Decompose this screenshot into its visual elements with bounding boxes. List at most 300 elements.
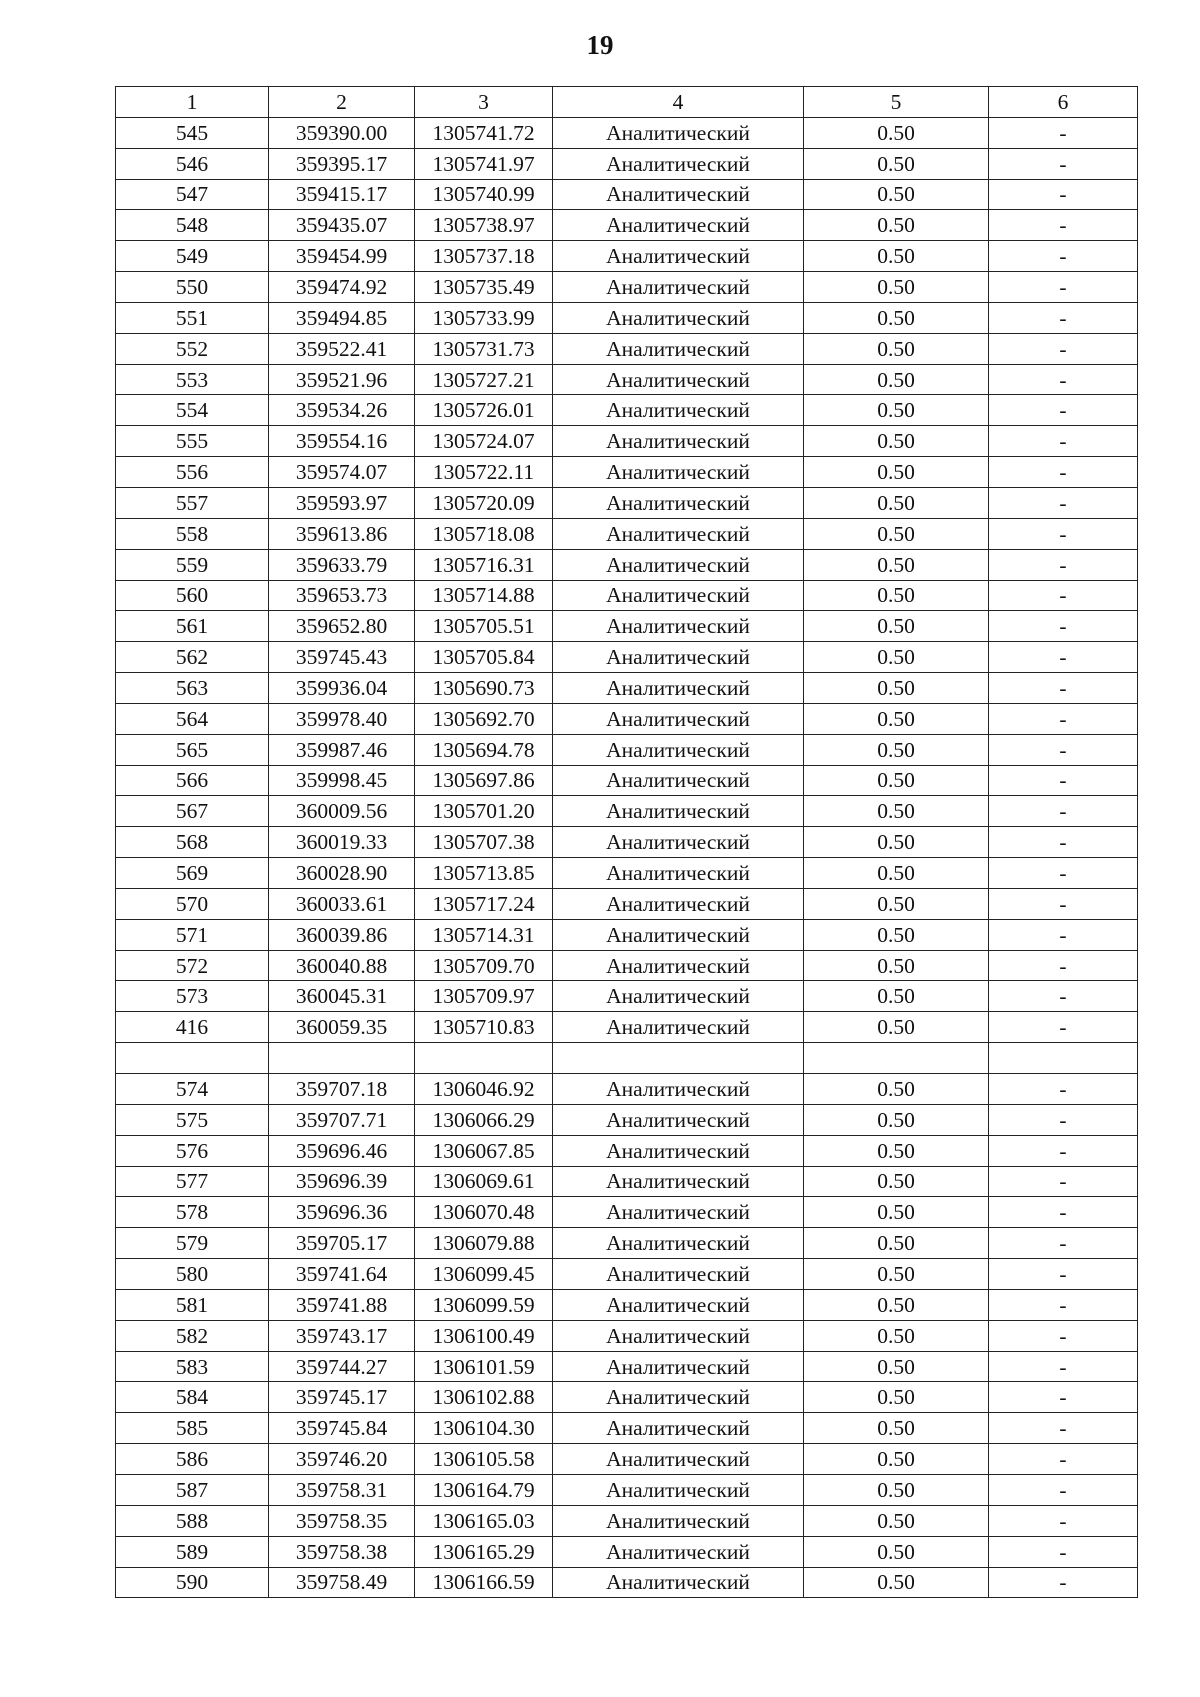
point-number-cell: 566 (116, 765, 269, 796)
method-cell: Аналитический (553, 703, 804, 734)
x-coordinate-cell: 359707.18 (269, 1074, 415, 1105)
accuracy-cell: 0.50 (804, 1228, 989, 1259)
point-number-cell: 560 (116, 580, 269, 611)
table-row (116, 1474, 1138, 1505)
accuracy-cell: 0.50 (804, 1351, 989, 1382)
table-header-row (116, 87, 1138, 118)
x-coordinate-cell: 359653.73 (269, 580, 415, 611)
table-row (116, 1505, 1138, 1536)
y-coordinate-cell: 1305733.99 (415, 302, 553, 333)
note-cell: - (989, 272, 1138, 303)
table-row (116, 703, 1138, 734)
point-number-cell: 554 (116, 395, 269, 426)
y-coordinate-cell: 1305710.83 (415, 1012, 553, 1043)
method-cell: Аналитический (553, 302, 804, 333)
note-cell: - (989, 981, 1138, 1012)
table-row (116, 457, 1138, 488)
table-row (116, 241, 1138, 272)
y-coordinate-cell: 1306102.88 (415, 1382, 553, 1413)
method-cell: Аналитический (553, 487, 804, 518)
note-cell: - (989, 858, 1138, 889)
note-cell: - (989, 1012, 1138, 1043)
point-number-cell: 555 (116, 426, 269, 457)
note-cell: - (989, 333, 1138, 364)
y-coordinate-cell: 1306164.79 (415, 1474, 553, 1505)
header-cell: 2 (269, 87, 415, 118)
table-row (116, 1351, 1138, 1382)
note-cell: - (989, 1444, 1138, 1475)
note-cell: - (989, 364, 1138, 395)
x-coordinate-cell: 359390.00 (269, 117, 415, 148)
accuracy-cell: 0.50 (804, 364, 989, 395)
note-cell: - (989, 487, 1138, 518)
accuracy-cell: 0.50 (804, 148, 989, 179)
accuracy-cell: 0.50 (804, 179, 989, 210)
note-cell: - (989, 827, 1138, 858)
table-row (116, 888, 1138, 919)
point-number-cell: 568 (116, 827, 269, 858)
note-cell: - (989, 888, 1138, 919)
method-cell: Аналитический (553, 179, 804, 210)
point-number-cell: 557 (116, 487, 269, 518)
note-cell: - (989, 518, 1138, 549)
note-cell: - (989, 919, 1138, 950)
x-coordinate-cell: 360040.88 (269, 950, 415, 981)
note-cell: - (989, 1351, 1138, 1382)
method-cell: Аналитический (553, 1012, 804, 1043)
note-cell: - (989, 1166, 1138, 1197)
accuracy-cell: 0.50 (804, 1567, 989, 1598)
header-cell: 5 (804, 87, 989, 118)
method-cell: Аналитический (553, 580, 804, 611)
method-cell: Аналитический (553, 1289, 804, 1320)
note-cell: - (989, 642, 1138, 673)
note-cell: - (989, 1505, 1138, 1536)
method-cell: Аналитический (553, 272, 804, 303)
accuracy-cell: 0.50 (804, 796, 989, 827)
table-row (116, 117, 1138, 148)
y-coordinate-cell: 1305707.38 (415, 827, 553, 858)
method-cell: Аналитический (553, 1197, 804, 1228)
point-number-cell: 550 (116, 272, 269, 303)
x-coordinate-cell: 359744.27 (269, 1351, 415, 1382)
table-row (116, 333, 1138, 364)
note-cell: - (989, 734, 1138, 765)
x-coordinate-cell: 359758.31 (269, 1474, 415, 1505)
x-coordinate-cell: 359633.79 (269, 549, 415, 580)
point-number-cell: 558 (116, 518, 269, 549)
x-coordinate-cell: 359435.07 (269, 210, 415, 241)
table-row (116, 642, 1138, 673)
method-cell: Аналитический (553, 1104, 804, 1135)
accuracy-cell: 0.50 (804, 395, 989, 426)
accuracy-cell: 0.50 (804, 1382, 989, 1413)
method-cell: Аналитический (553, 858, 804, 889)
y-coordinate-cell: 1306101.59 (415, 1351, 553, 1382)
point-number-cell: 578 (116, 1197, 269, 1228)
x-coordinate-cell: 359696.36 (269, 1197, 415, 1228)
y-coordinate-cell: 1305727.21 (415, 364, 553, 395)
x-coordinate-cell: 359998.45 (269, 765, 415, 796)
point-number-cell: 546 (116, 148, 269, 179)
accuracy-cell: 0.50 (804, 611, 989, 642)
coordinates-table (115, 86, 1138, 1598)
table-row (116, 487, 1138, 518)
table-row (116, 919, 1138, 950)
y-coordinate-cell: 1305709.70 (415, 950, 553, 981)
accuracy-cell: 0.50 (804, 1135, 989, 1166)
y-coordinate-cell: 1305697.86 (415, 765, 553, 796)
header-cell: 1 (116, 87, 269, 118)
y-coordinate-cell: 1305713.85 (415, 858, 553, 889)
x-coordinate-cell: 360059.35 (269, 1012, 415, 1043)
table-row (116, 1166, 1138, 1197)
y-coordinate-cell: 1305738.97 (415, 210, 553, 241)
point-number-cell: 416 (116, 1012, 269, 1043)
point-number-cell: 587 (116, 1474, 269, 1505)
point-number-cell: 569 (116, 858, 269, 889)
method-cell: Аналитический (553, 642, 804, 673)
table-row (116, 1567, 1138, 1598)
table-row (116, 1444, 1138, 1475)
accuracy-cell: 0.50 (804, 1166, 989, 1197)
note-cell: - (989, 703, 1138, 734)
x-coordinate-cell: 359593.97 (269, 487, 415, 518)
note-cell: - (989, 302, 1138, 333)
note-cell (989, 1043, 1138, 1074)
note-cell: - (989, 1074, 1138, 1105)
note-cell: - (989, 117, 1138, 148)
method-cell: Аналитический (553, 518, 804, 549)
note-cell: - (989, 148, 1138, 179)
point-number-cell: 576 (116, 1135, 269, 1166)
point-number-cell: 581 (116, 1289, 269, 1320)
table-row (116, 950, 1138, 981)
accuracy-cell: 0.50 (804, 765, 989, 796)
note-cell: - (989, 549, 1138, 580)
table-row (116, 1536, 1138, 1567)
table-row (116, 1320, 1138, 1351)
x-coordinate-cell (269, 1043, 415, 1074)
point-number-cell: 584 (116, 1382, 269, 1413)
y-coordinate-cell: 1305718.08 (415, 518, 553, 549)
table-row (116, 1135, 1138, 1166)
point-number-cell: 559 (116, 549, 269, 580)
x-coordinate-cell: 360045.31 (269, 981, 415, 1012)
method-cell: Аналитический (553, 1444, 804, 1475)
method-cell: Аналитический (553, 1536, 804, 1567)
y-coordinate-cell: 1305705.84 (415, 642, 553, 673)
table-row (116, 1197, 1138, 1228)
note-cell: - (989, 1289, 1138, 1320)
point-number-cell (116, 1043, 269, 1074)
y-coordinate-cell: 1305690.73 (415, 673, 553, 704)
method-cell: Аналитический (553, 1074, 804, 1105)
point-number-cell: 580 (116, 1259, 269, 1290)
y-coordinate-cell: 1306067.85 (415, 1135, 553, 1166)
point-number-cell: 589 (116, 1536, 269, 1567)
table-row (116, 549, 1138, 580)
y-coordinate-cell: 1305714.88 (415, 580, 553, 611)
table-body (116, 117, 1138, 1598)
x-coordinate-cell: 359741.88 (269, 1289, 415, 1320)
method-cell: Аналитический (553, 241, 804, 272)
x-coordinate-cell: 359745.17 (269, 1382, 415, 1413)
note-cell: - (989, 580, 1138, 611)
x-coordinate-cell: 359554.16 (269, 426, 415, 457)
table-row (116, 179, 1138, 210)
y-coordinate-cell: 1306099.59 (415, 1289, 553, 1320)
point-number-cell: 556 (116, 457, 269, 488)
accuracy-cell: 0.50 (804, 1413, 989, 1444)
header-cell: 4 (553, 87, 804, 118)
accuracy-cell: 0.50 (804, 210, 989, 241)
y-coordinate-cell: 1305724.07 (415, 426, 553, 457)
y-coordinate-cell: 1306079.88 (415, 1228, 553, 1259)
x-coordinate-cell: 359705.17 (269, 1228, 415, 1259)
x-coordinate-cell: 359741.64 (269, 1259, 415, 1290)
x-coordinate-cell: 359395.17 (269, 148, 415, 179)
accuracy-cell: 0.50 (804, 1505, 989, 1536)
method-cell: Аналитический (553, 827, 804, 858)
point-number-cell: 583 (116, 1351, 269, 1382)
y-coordinate-cell: 1306066.29 (415, 1104, 553, 1135)
x-coordinate-cell: 359696.46 (269, 1135, 415, 1166)
note-cell: - (989, 210, 1138, 241)
accuracy-cell: 0.50 (804, 241, 989, 272)
note-cell: - (989, 1104, 1138, 1135)
method-cell: Аналитический (553, 148, 804, 179)
y-coordinate-cell: 1305740.99 (415, 179, 553, 210)
y-coordinate-cell: 1306165.29 (415, 1536, 553, 1567)
header-cell: 3 (415, 87, 553, 118)
point-number-cell: 565 (116, 734, 269, 765)
note-cell: - (989, 1382, 1138, 1413)
y-coordinate-cell: 1305741.97 (415, 148, 553, 179)
x-coordinate-cell: 359534.26 (269, 395, 415, 426)
table-row (116, 673, 1138, 704)
accuracy-cell: 0.50 (804, 919, 989, 950)
note-cell: - (989, 1567, 1138, 1598)
point-number-cell: 590 (116, 1567, 269, 1598)
method-cell: Аналитический (553, 765, 804, 796)
accuracy-cell: 0.50 (804, 888, 989, 919)
accuracy-cell: 0.50 (804, 858, 989, 889)
note-cell: - (989, 765, 1138, 796)
y-coordinate-cell: 1305735.49 (415, 272, 553, 303)
note-cell: - (989, 241, 1138, 272)
y-coordinate-cell: 1305717.24 (415, 888, 553, 919)
y-coordinate-cell: 1305722.11 (415, 457, 553, 488)
x-coordinate-cell: 359474.92 (269, 272, 415, 303)
accuracy-cell: 0.50 (804, 117, 989, 148)
note-cell: - (989, 1135, 1138, 1166)
method-cell: Аналитический (553, 1228, 804, 1259)
x-coordinate-cell: 360019.33 (269, 827, 415, 858)
accuracy-cell: 0.50 (804, 827, 989, 858)
method-cell: Аналитический (553, 1259, 804, 1290)
y-coordinate-cell: 1305701.20 (415, 796, 553, 827)
accuracy-cell: 0.50 (804, 426, 989, 457)
method-cell: Аналитический (553, 796, 804, 827)
y-coordinate-cell: 1305716.31 (415, 549, 553, 580)
method-cell: Аналитический (553, 117, 804, 148)
x-coordinate-cell: 359745.84 (269, 1413, 415, 1444)
table-row (116, 518, 1138, 549)
x-coordinate-cell: 359522.41 (269, 333, 415, 364)
x-coordinate-cell: 359743.17 (269, 1320, 415, 1351)
accuracy-cell: 0.50 (804, 1289, 989, 1320)
table-row (116, 827, 1138, 858)
accuracy-cell: 0.50 (804, 1320, 989, 1351)
accuracy-cell: 0.50 (804, 549, 989, 580)
x-coordinate-cell: 359746.20 (269, 1444, 415, 1475)
page-number: 19 (586, 30, 614, 60)
point-number-cell: 572 (116, 950, 269, 981)
method-cell: Аналитический (553, 734, 804, 765)
note-cell: - (989, 457, 1138, 488)
accuracy-cell: 0.50 (804, 734, 989, 765)
method-cell: Аналитический (553, 1135, 804, 1166)
note-cell: - (989, 426, 1138, 457)
x-coordinate-cell: 359987.46 (269, 734, 415, 765)
y-coordinate-cell: 1305726.01 (415, 395, 553, 426)
y-coordinate-cell: 1306105.58 (415, 1444, 553, 1475)
method-cell: Аналитический (553, 1382, 804, 1413)
point-number-cell: 574 (116, 1074, 269, 1105)
accuracy-cell: 0.50 (804, 703, 989, 734)
table-row (116, 1382, 1138, 1413)
table-row (116, 1074, 1138, 1105)
method-cell: Аналитический (553, 1413, 804, 1444)
note-cell: - (989, 1413, 1138, 1444)
method-cell: Аналитический (553, 611, 804, 642)
x-coordinate-cell: 360039.86 (269, 919, 415, 950)
x-coordinate-cell: 359707.71 (269, 1104, 415, 1135)
x-coordinate-cell: 360009.56 (269, 796, 415, 827)
table-row (116, 765, 1138, 796)
y-coordinate-cell: 1306100.49 (415, 1320, 553, 1351)
x-coordinate-cell: 359745.43 (269, 642, 415, 673)
table-row (116, 1104, 1138, 1135)
point-number-cell: 549 (116, 241, 269, 272)
method-cell: Аналитический (553, 1351, 804, 1382)
table-row (116, 1289, 1138, 1320)
table-row (116, 1228, 1138, 1259)
y-coordinate-cell: 1305731.73 (415, 333, 553, 364)
accuracy-cell: 0.50 (804, 1536, 989, 1567)
point-number-cell: 575 (116, 1104, 269, 1135)
y-coordinate-cell: 1305741.72 (415, 117, 553, 148)
accuracy-cell: 0.50 (804, 1104, 989, 1135)
note-cell: - (989, 1320, 1138, 1351)
y-coordinate-cell: 1306099.45 (415, 1259, 553, 1290)
point-number-cell: 588 (116, 1505, 269, 1536)
y-coordinate-cell: 1305714.31 (415, 919, 553, 950)
table-row (116, 858, 1138, 889)
x-coordinate-cell: 360033.61 (269, 888, 415, 919)
point-number-cell: 563 (116, 673, 269, 704)
table-row (116, 796, 1138, 827)
table-row (116, 1413, 1138, 1444)
x-coordinate-cell: 359574.07 (269, 457, 415, 488)
note-cell: - (989, 796, 1138, 827)
x-coordinate-cell: 359494.85 (269, 302, 415, 333)
note-cell: - (989, 1259, 1138, 1290)
y-coordinate-cell: 1305692.70 (415, 703, 553, 734)
x-coordinate-cell: 359758.38 (269, 1536, 415, 1567)
y-coordinate-cell: 1306046.92 (415, 1074, 553, 1105)
accuracy-cell: 0.50 (804, 673, 989, 704)
accuracy-cell: 0.50 (804, 302, 989, 333)
y-coordinate-cell: 1305694.78 (415, 734, 553, 765)
note-cell: - (989, 673, 1138, 704)
x-coordinate-cell: 360028.90 (269, 858, 415, 889)
method-cell: Аналитический (553, 395, 804, 426)
point-number-cell: 551 (116, 302, 269, 333)
x-coordinate-cell: 359454.99 (269, 241, 415, 272)
y-coordinate-cell: 1305705.51 (415, 611, 553, 642)
point-number-cell: 570 (116, 888, 269, 919)
note-cell: - (989, 1228, 1138, 1259)
table-row (116, 210, 1138, 241)
point-number-cell: 579 (116, 1228, 269, 1259)
point-number-cell: 545 (116, 117, 269, 148)
x-coordinate-cell: 359652.80 (269, 611, 415, 642)
accuracy-cell: 0.50 (804, 1259, 989, 1290)
table-row (116, 148, 1138, 179)
accuracy-cell: 0.50 (804, 518, 989, 549)
method-cell: Аналитический (553, 333, 804, 364)
point-number-cell: 577 (116, 1166, 269, 1197)
accuracy-cell: 0.50 (804, 487, 989, 518)
method-cell: Аналитический (553, 457, 804, 488)
method-cell: Аналитический (553, 950, 804, 981)
y-coordinate-cell: 1306166.59 (415, 1567, 553, 1598)
method-cell: Аналитический (553, 1567, 804, 1598)
x-coordinate-cell: 359415.17 (269, 179, 415, 210)
table-row (116, 981, 1138, 1012)
accuracy-cell: 0.50 (804, 272, 989, 303)
note-cell: - (989, 950, 1138, 981)
note-cell: - (989, 395, 1138, 426)
point-number-cell: 561 (116, 611, 269, 642)
y-coordinate-cell: 1306104.30 (415, 1413, 553, 1444)
x-coordinate-cell: 359696.39 (269, 1166, 415, 1197)
table-row (116, 364, 1138, 395)
x-coordinate-cell: 359758.35 (269, 1505, 415, 1536)
accuracy-cell: 0.50 (804, 333, 989, 364)
point-number-cell: 548 (116, 210, 269, 241)
method-cell (553, 1043, 804, 1074)
method-cell: Аналитический (553, 364, 804, 395)
y-coordinate-cell: 1306165.03 (415, 1505, 553, 1536)
x-coordinate-cell: 359758.49 (269, 1567, 415, 1598)
method-cell: Аналитический (553, 210, 804, 241)
y-coordinate-cell: 1305709.97 (415, 981, 553, 1012)
note-cell: - (989, 611, 1138, 642)
x-coordinate-cell: 359613.86 (269, 518, 415, 549)
method-cell: Аналитический (553, 1320, 804, 1351)
accuracy-cell: 0.50 (804, 580, 989, 611)
accuracy-cell: 0.50 (804, 1197, 989, 1228)
accuracy-cell: 0.50 (804, 981, 989, 1012)
point-number-cell: 547 (116, 179, 269, 210)
table-row (116, 611, 1138, 642)
method-cell: Аналитический (553, 673, 804, 704)
point-number-cell: 552 (116, 333, 269, 364)
point-number-cell: 571 (116, 919, 269, 950)
